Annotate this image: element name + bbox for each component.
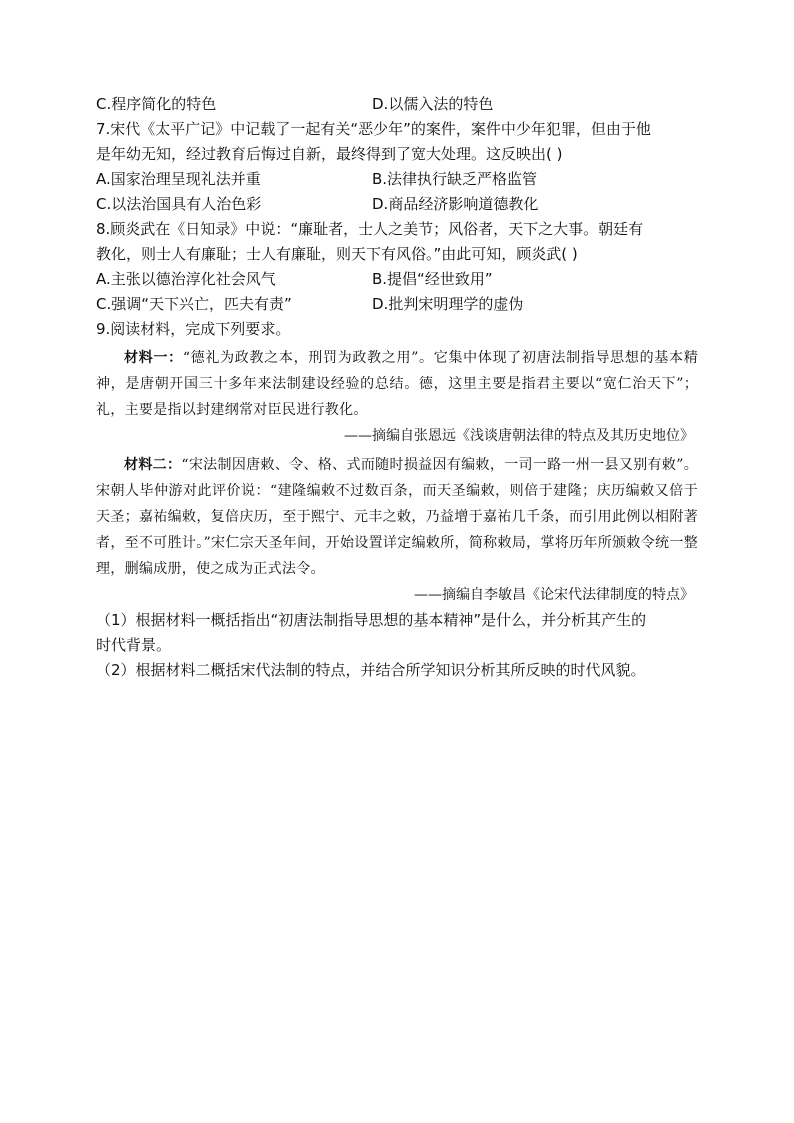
q7-options-cd <box>96 192 698 217</box>
q9-sub2: （2）根据材料二概括宋代法制的特点，并结合所学知识分析其所反映的时代风貌。 <box>96 661 646 679</box>
q7-stem-line1: 7.宋代《太平广记》中记载了一起有关“恶少年”的案件，案件中少年犯罪，但由于他 <box>96 120 651 138</box>
material-one-body: “德礼为政教之本，刑罚为政教之用”。它集中体现了初唐法制指导思想的基本精神，是唐朝开国三十多年来法制建设经验的总结。德，这里主要是指君主要以“宽仁治天下”；礼，主要是指以封建纲常对臣民进行教化。 <box>96 350 698 418</box>
material-two <box>96 452 698 582</box>
q8-option-d: D.批判宋明理学的虚伪 <box>372 295 524 313</box>
q6-option-c: C.程序简化的特色 <box>96 95 217 113</box>
q9-sub1-line2: 时代背景。 <box>96 636 172 654</box>
q8-stem-line2: 教化，则士人有廉耻；士人有廉耻，则天下有风俗。”由此可知，顾炎武( ) <box>96 245 578 263</box>
q8-option-a: A.主张以德治淳化社会风气 <box>96 270 276 288</box>
q8-stem-line1: 8.顾炎武在《日知录》中说：“廉耻者，士人之美节；风俗者，天下之大事。朝廷有 <box>96 220 644 238</box>
q7-options-ab <box>96 167 698 192</box>
material-two-source: ——摘编自李敏昌《论宋代法律制度的特点》 <box>414 587 694 603</box>
material-one-paragraph <box>96 345 698 423</box>
exam-page <box>96 92 698 683</box>
material-one-source: ——摘编自张恩远《浅谈唐朝法律的特点及其历史地位》 <box>344 428 694 444</box>
q9-stem: 9.阅读材料，完成下列要求。 <box>96 320 291 338</box>
material-two-paragraph <box>96 452 698 582</box>
q7-option-c: C.以法治国具有人治色彩 <box>96 195 262 213</box>
material-two-heading: 材料二： <box>124 457 182 473</box>
material-two-body: “宋法制因唐敕、令、格、式而随时损益因有编敕，一司一路一州一县又别有敕”。宋朝人毕仲游对此评价说：“建隆编敕不过数百条，而天圣编敕，则倍于建隆；庆历编敕又倍于天圣；嘉祐编敕，复倍庆历，至于熙宁、元丰之敕，乃益增于嘉祐几千条，而引用此例以相附著者，至不可胜计。”宋仁宗天圣年间，开始设置详定编敕所，简称敕局，掌将历年所颁敕令统一整理，删编成册，使之成为正式法令。 <box>96 457 698 577</box>
q6-options-cd <box>96 92 698 117</box>
material-one <box>96 345 698 423</box>
q8-option-b: B.提倡“经世致用” <box>372 270 493 288</box>
q7-stem-line2: 是年幼无知，经过教育后悔过自新，最终得到了宽大处理。这反映出( ) <box>96 145 563 163</box>
q7-option-b: B.法律执行缺乏严格监管 <box>372 170 538 188</box>
material-one-heading: 材料一： <box>124 350 183 366</box>
q8-option-c: C.强调“天下兴亡，匹夫有责” <box>96 295 292 313</box>
q7-option-d: D.商品经济影响道德教化 <box>372 195 539 213</box>
q6-option-d: D.以儒入法的特色 <box>372 95 494 113</box>
q8-options-cd <box>96 292 698 317</box>
q7-option-a: A.国家治理呈现礼法并重 <box>96 170 261 188</box>
q8-options-ab <box>96 267 698 292</box>
q9-sub1-line1: （1）根据材料一概括指出“初唐法制指导思想的基本精神”是什么，并分析其产生的 <box>96 611 647 629</box>
